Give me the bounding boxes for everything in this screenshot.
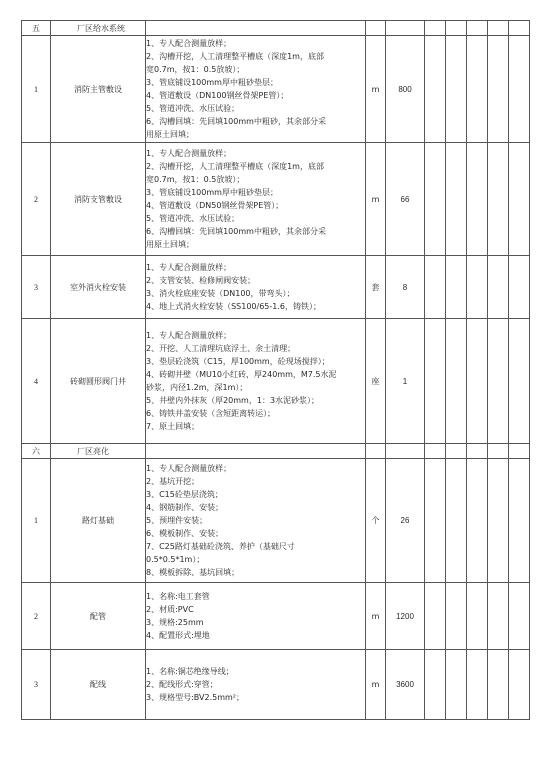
section-header-row bbox=[22, 21, 530, 36]
blank-cell bbox=[425, 444, 446, 459]
quantity-cell: 3600 bbox=[386, 650, 425, 720]
blank-cell bbox=[467, 143, 488, 256]
description-line: 4、管道敷设（DN100钢丝骨架PE管）； bbox=[146, 91, 289, 100]
description-line: 1、专人配合测量放样； bbox=[146, 331, 232, 340]
description-line: 0.5*0.5*1m）； bbox=[146, 555, 205, 564]
unit-cell: 个 bbox=[366, 459, 386, 583]
item-name-cell: 路灯基础 bbox=[51, 459, 146, 583]
blank-cell bbox=[509, 444, 530, 459]
blank-cell bbox=[509, 256, 530, 319]
description-cell bbox=[146, 459, 366, 583]
quantity-cell: 1 bbox=[386, 319, 425, 444]
item-number-cell: 3 bbox=[22, 256, 51, 319]
description-line: 宽0.7m，按1：0.5放坡）； bbox=[146, 175, 245, 184]
blank-cell bbox=[488, 459, 509, 583]
table-row bbox=[22, 319, 530, 444]
blank-cell bbox=[425, 319, 446, 444]
blank-cell bbox=[467, 459, 488, 583]
blank-cell bbox=[446, 21, 467, 36]
unit-cell bbox=[366, 21, 386, 36]
description-cell bbox=[146, 650, 366, 720]
item-number-cell: 1 bbox=[22, 36, 51, 143]
description-line: 1、名称:铜芯绝缘导线； bbox=[146, 667, 234, 676]
item-name-cell: 室外消火栓安装 bbox=[51, 256, 146, 319]
description-line: 4、配置形式:埋地 bbox=[146, 631, 210, 640]
table-row bbox=[22, 143, 530, 256]
description-line: 1、专人配合测量放样； bbox=[146, 263, 232, 272]
blank-cell bbox=[509, 459, 530, 583]
description-cell bbox=[146, 256, 366, 319]
blank-cell bbox=[425, 583, 446, 650]
item-number-cell: 4 bbox=[22, 319, 51, 444]
blank-cell bbox=[425, 36, 446, 143]
blank-cell bbox=[425, 21, 446, 36]
description-line: 用原土回填； bbox=[146, 130, 194, 139]
description-cell bbox=[146, 36, 366, 143]
quantity-cell: 800 bbox=[386, 36, 425, 143]
description-line: 2、基坑开挖； bbox=[146, 477, 200, 486]
description-line: 2、材质:PVC bbox=[146, 605, 194, 614]
bill-of-quantities-table bbox=[21, 20, 530, 720]
quantity-cell: 1200 bbox=[386, 583, 425, 650]
description-line: 7、C25路灯基础砼浇筑、养护（基础尺寸 bbox=[146, 542, 295, 551]
item-name-cell: 配线 bbox=[51, 650, 146, 720]
blank-cell bbox=[467, 21, 488, 36]
table-row bbox=[22, 583, 530, 650]
blank-cell bbox=[467, 583, 488, 650]
description-line: 3、管底铺设100mm厚中粗砂垫层； bbox=[146, 78, 278, 87]
table-row bbox=[22, 650, 530, 720]
blank-cell bbox=[446, 36, 467, 143]
description-line: 1、专人配合测量放样； bbox=[146, 149, 232, 158]
quantity-cell: 66 bbox=[386, 143, 425, 256]
blank-cell bbox=[467, 650, 488, 720]
description-line: 2、沟槽开挖，人工清理整平槽底（深度1m，底部 bbox=[146, 52, 324, 61]
item-number-cell: 1 bbox=[22, 459, 51, 583]
description-line: 5、管道冲洗、水压试验； bbox=[146, 104, 240, 113]
blank-cell bbox=[509, 36, 530, 143]
blank-cell bbox=[509, 319, 530, 444]
item-name-cell: 砖砌圆形阀门井 bbox=[51, 319, 146, 444]
description-line: 3、规格:25mm bbox=[146, 618, 204, 627]
description-line: 5、井壁内外抹灰（厚20mm，1：3水泥砂浆）； bbox=[146, 396, 320, 405]
blank-cell bbox=[488, 256, 509, 319]
description-line: 3、垫层砼浇筑（C15，厚100mm，砼现场搅拌）； bbox=[146, 357, 330, 366]
unit-cell: 座 bbox=[366, 319, 386, 444]
item-number-cell: 五 bbox=[22, 21, 51, 36]
description-line: 3、管底铺设100mm厚中粗砂垫层； bbox=[146, 188, 278, 197]
item-name-cell: 消防支管敷设 bbox=[51, 143, 146, 256]
description-line: 7、原土回填； bbox=[146, 422, 200, 431]
description-line: 4、管道敷设（DN50钢丝骨架PE管）； bbox=[146, 201, 284, 210]
description-line: 1、名称:电工套管 bbox=[146, 592, 210, 601]
section-header-row bbox=[22, 444, 530, 459]
blank-cell bbox=[467, 319, 488, 444]
description-line: 6、铸铁井盖安装（含短距离转运）； bbox=[146, 409, 276, 418]
item-number-cell: 2 bbox=[22, 583, 51, 650]
description-line: 宽0.7m，按1：0.5放坡）； bbox=[146, 65, 245, 74]
table-row bbox=[22, 36, 530, 143]
blank-cell bbox=[509, 21, 530, 36]
quantity-cell bbox=[386, 444, 425, 459]
blank-cell bbox=[425, 256, 446, 319]
table-row bbox=[22, 256, 530, 319]
description-cell bbox=[146, 444, 366, 459]
unit-cell: m bbox=[366, 36, 386, 143]
table-row bbox=[22, 459, 530, 583]
blank-cell bbox=[509, 650, 530, 720]
item-number-cell: 六 bbox=[22, 444, 51, 459]
unit-cell: m bbox=[366, 583, 386, 650]
blank-cell bbox=[509, 143, 530, 256]
description-line: 4、地上式消火栓安装（SS100/65-1.6，铸铁）； bbox=[146, 302, 321, 311]
description-line: 6、模板制作、安装； bbox=[146, 529, 224, 538]
blank-cell bbox=[446, 650, 467, 720]
description-line: 2、配线形式:穿管； bbox=[146, 680, 218, 689]
unit-cell bbox=[366, 444, 386, 459]
blank-cell bbox=[488, 444, 509, 459]
description-line: 2、沟槽开挖，人工清理整平槽底（深度1m，底部 bbox=[146, 162, 324, 171]
blank-cell bbox=[488, 36, 509, 143]
description-line: 6、沟槽回填：先回填100mm中粗砂，其余部分采 bbox=[146, 227, 326, 236]
description-cell bbox=[146, 143, 366, 256]
description-line: 8、模板拆除、基坑回填； bbox=[146, 568, 240, 577]
blank-cell bbox=[467, 444, 488, 459]
blank-cell bbox=[425, 143, 446, 256]
description-line: 用原土回填； bbox=[146, 240, 194, 249]
description-line: 3、规格型号:BV2.5mm²； bbox=[146, 693, 245, 702]
blank-cell bbox=[488, 143, 509, 256]
blank-cell bbox=[509, 583, 530, 650]
description-line: 砂浆，内径1.2m，深1m）； bbox=[146, 383, 248, 392]
blank-cell bbox=[467, 36, 488, 143]
section-title-cell: 厂区亮化 bbox=[51, 444, 146, 459]
item-number-cell: 3 bbox=[22, 650, 51, 720]
blank-cell bbox=[446, 459, 467, 583]
blank-cell bbox=[488, 650, 509, 720]
description-line: 3、C15砼垫层浇筑； bbox=[146, 490, 223, 499]
quantity-cell bbox=[386, 21, 425, 36]
blank-cell bbox=[488, 583, 509, 650]
blank-cell bbox=[446, 444, 467, 459]
quantity-cell: 26 bbox=[386, 459, 425, 583]
blank-cell bbox=[446, 319, 467, 444]
item-name-cell: 配管 bbox=[51, 583, 146, 650]
blank-cell bbox=[446, 143, 467, 256]
description-line: 2、开挖、人工清理坑底浮土、余土清理； bbox=[146, 344, 296, 353]
blank-cell bbox=[425, 459, 446, 583]
description-line: 5、预埋件安装； bbox=[146, 516, 208, 525]
section-title-cell: 厂区给水系统 bbox=[51, 21, 146, 36]
description-line: 5、管道冲洗、水压试验； bbox=[146, 214, 240, 223]
description-cell bbox=[146, 583, 366, 650]
description-line: 4、砖砌井壁（MU10小红砖，厚240mm，M7.5水泥 bbox=[146, 370, 337, 379]
description-line: 1、专人配合测量放样； bbox=[146, 464, 232, 473]
unit-cell: 套 bbox=[366, 256, 386, 319]
description-line: 3、消火栓底座安装（DN100，带弯头）； bbox=[146, 289, 295, 298]
item-number-cell: 2 bbox=[22, 143, 51, 256]
description-cell bbox=[146, 319, 366, 444]
blank-cell bbox=[488, 21, 509, 36]
blank-cell bbox=[488, 319, 509, 444]
blank-cell bbox=[467, 256, 488, 319]
description-line: 6、沟槽回填：先回填100mm中粗砂，其余部分采 bbox=[146, 117, 326, 126]
blank-cell bbox=[446, 583, 467, 650]
blank-cell bbox=[446, 256, 467, 319]
item-name-cell: 消防主管敷设 bbox=[51, 36, 146, 143]
unit-cell: m bbox=[366, 143, 386, 256]
description-line: 1、专人配合测量放样； bbox=[146, 39, 232, 48]
description-line: 2、支管安装、检修闸阀安装； bbox=[146, 276, 256, 285]
blank-cell bbox=[425, 650, 446, 720]
description-cell bbox=[146, 21, 366, 36]
unit-cell: m bbox=[366, 650, 386, 720]
description-line: 4、钢筋制作、安装； bbox=[146, 503, 224, 512]
quantity-cell: 8 bbox=[386, 256, 425, 319]
